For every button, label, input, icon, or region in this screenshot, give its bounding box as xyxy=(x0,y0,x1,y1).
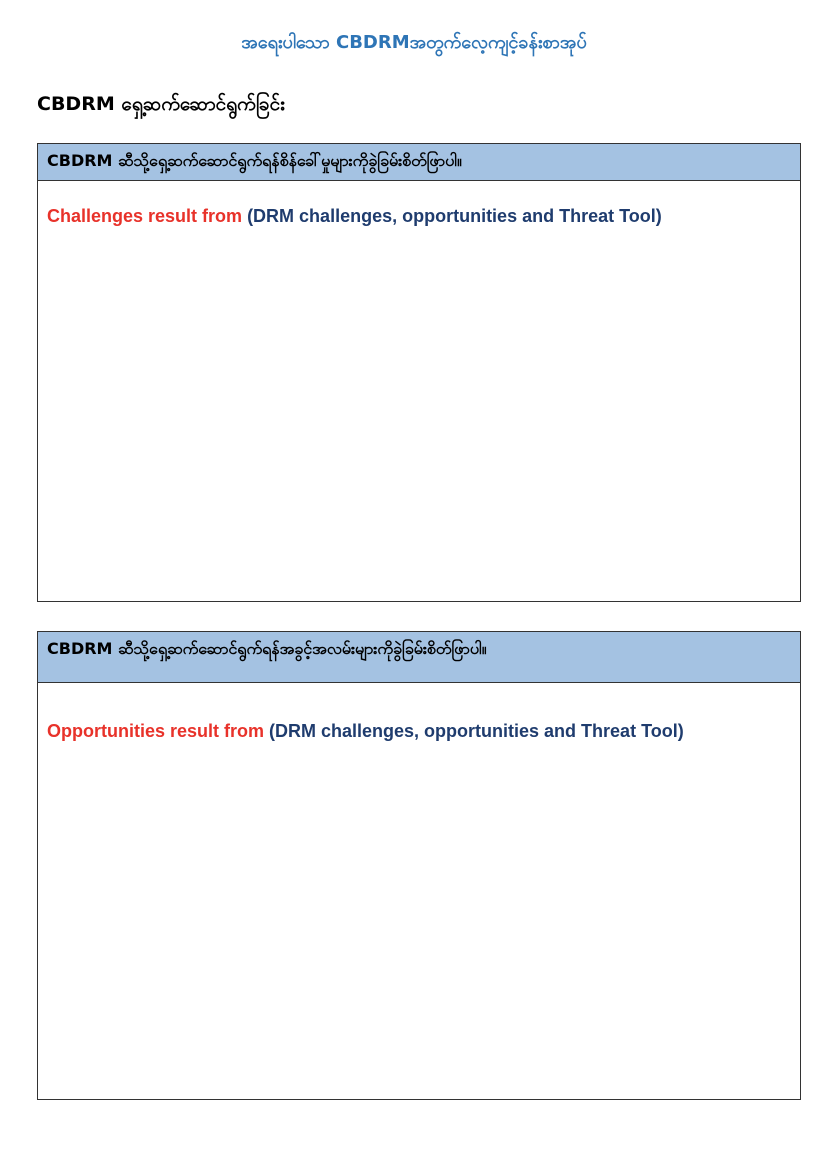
challenges-lead-text: Challenges result from xyxy=(47,206,243,226)
opportunities-tool-text: (DRM challenges, opportunities and Threat Tool) xyxy=(269,721,684,741)
challenges-box-body[interactable] xyxy=(38,181,800,227)
section-heading: CBDRM ရှေ့ဆက်ဆောင်ရွက်ခြင်း xyxy=(37,93,285,115)
opportunities-box-header: CBDRM ဆီသို့ရှေ့ဆက်ဆောင်ရွက်ရန်အခွင့်အလမ်းများကိုခွဲခြမ်းစိတ်ဖြာပါ။ xyxy=(38,632,800,683)
page-title: အရေးပါသော CBDRMအတွက်လေ့ကျင့်ခန်းစာအုပ် xyxy=(241,32,587,53)
opportunities-box-body[interactable] xyxy=(38,683,800,742)
challenges-box-header: CBDRM ဆီသို့ရှေ့ဆက်ဆောင်ရွက်ရန်စိန်ခေါ်မှုများကိုခွဲခြမ်းစိတ်ဖြာပါ။ xyxy=(38,144,800,181)
challenges-box xyxy=(37,143,801,602)
opportunities-lead-text: Opportunities result from xyxy=(47,721,265,741)
opportunities-box xyxy=(37,631,801,1100)
challenges-tool-text: (DRM challenges, opportunities and Threat Tool) xyxy=(247,206,662,226)
